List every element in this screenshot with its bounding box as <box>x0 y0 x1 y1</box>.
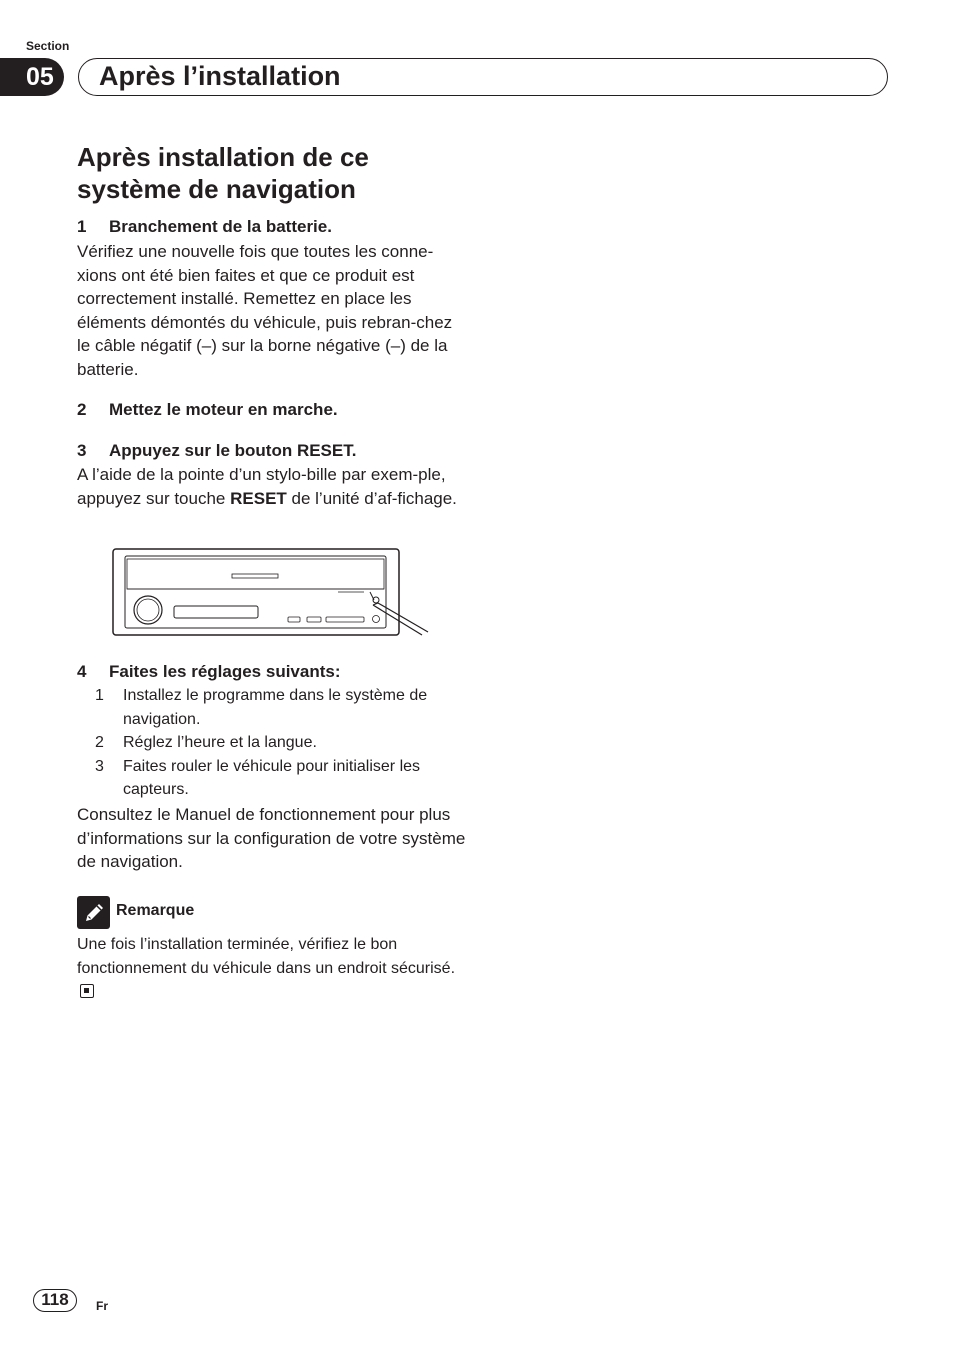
step-4-heading <box>77 661 341 683</box>
substep-number: 1 <box>95 687 104 704</box>
step-number: 3 <box>77 441 87 460</box>
list-item <box>95 755 475 802</box>
step-3-text-part: A l’aide de la pointe d’un stylo-bille par exem-ple, appuyez sur touche <box>77 465 446 508</box>
substep-text: Installez le programme dans le système de navigation. <box>123 687 428 728</box>
substep-text: Faites rouler le véhicule pour initialiser les capteurs. <box>123 757 421 799</box>
section-label: Section <box>26 39 70 53</box>
step-3-heading <box>77 440 356 462</box>
step-title: Branchement de la batterie. <box>109 217 332 236</box>
note-title: Remarque <box>116 902 195 919</box>
step-3-text-part: de l’unité d’af-fichage. <box>286 488 457 508</box>
end-of-section-icon <box>80 984 94 998</box>
step-4-text: Consultez le Manuel de fonctionnement pour plus d’informations sur la configuration de votre système de navigation. <box>77 805 466 872</box>
page-number: 118 <box>33 1289 77 1312</box>
display-unit-illustration <box>112 548 430 636</box>
list-item <box>95 684 475 731</box>
section-title-bar <box>78 58 888 96</box>
substep-text: Réglez l’heure et la langue. <box>123 734 317 752</box>
substep-list <box>95 684 475 802</box>
step-title: Faites les réglages suivants: <box>109 662 341 681</box>
substep-number: 3 <box>95 757 104 775</box>
step-number: 4 <box>77 662 87 681</box>
step-3-text <box>77 463 469 510</box>
step-title: Appuyez sur le bouton RESET. <box>109 441 357 460</box>
step-1-heading <box>77 216 332 238</box>
step-2-heading <box>77 399 338 421</box>
pencil-icon <box>77 896 110 929</box>
section-number-tab: 05 <box>0 58 64 96</box>
step-number: 2 <box>77 400 87 419</box>
page-title: Après installation de ce système de navigation <box>77 142 369 204</box>
step-number: 1 <box>77 217 87 236</box>
reset-keyword: RESET <box>230 488 287 508</box>
section-title: Après l’installation <box>99 61 341 91</box>
note-body: Une fois l’installation terminée, vérifiez le bon fonctionnement du véhicule dans un endroit sécurisé. <box>77 936 456 977</box>
list-item <box>95 731 475 755</box>
step-1-text: Vérifiez une nouvelle fois que toutes les conne-xions ont été bien faites et que ce produit est correctement installé. Remettez en place les éléments démontés du véhicule, puis rebran-chez le câble négatif (–) sur la borne négative (–) de la batterie. <box>77 242 453 379</box>
language-code: Fr <box>96 1299 108 1313</box>
substep-number: 2 <box>95 734 104 752</box>
note-text <box>77 933 457 1004</box>
step-title: Mettez le moteur en marche. <box>109 400 338 419</box>
